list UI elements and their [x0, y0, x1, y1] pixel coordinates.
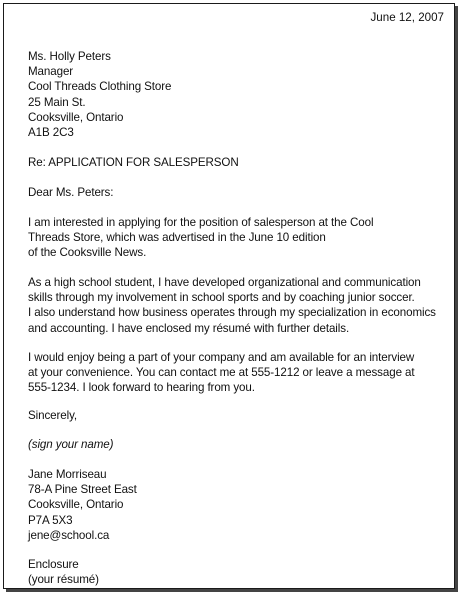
paragraph-line: skills through my involvement in school sports and by coaching junior soccer.	[28, 291, 415, 305]
subject-line	[28, 155, 239, 170]
recipient-company: Cool Threads Clothing Store	[28, 80, 172, 94]
signature-note	[28, 437, 113, 452]
letter-page	[3, 3, 455, 589]
salutation	[28, 185, 113, 200]
paragraph-line: As a high school student, I have developed organizational and communication	[28, 276, 421, 289]
sender-email: jene@school.ca	[28, 528, 110, 542]
recipient-address	[28, 49, 171, 140]
paragraph-3	[28, 350, 415, 396]
paragraph-line: I also understand how business operates through my specialization in economics	[28, 306, 436, 320]
recipient-title: Manager	[28, 65, 74, 79]
paragraph-line: of the Cooksville News.	[28, 246, 147, 260]
subject-text: Re: APPLICATION FOR SALESPERSON	[28, 156, 239, 169]
sender-address	[28, 467, 137, 543]
closing	[28, 408, 77, 423]
recipient-postal: A1B 2C3	[28, 126, 74, 140]
paragraph-line: 555-1234. I look forward to hearing from you.	[28, 381, 255, 395]
sender-street: 78-A Pine Street East	[28, 483, 137, 497]
enclosure-label: Enclosure	[28, 558, 79, 571]
sender-city: Cooksville, Ontario	[28, 498, 124, 512]
recipient-street: 25 Main St.	[28, 95, 86, 109]
enclosure	[28, 557, 99, 587]
enclosure-note: (your résumé)	[28, 573, 99, 587]
salutation-text: Dear Ms. Peters:	[28, 186, 114, 199]
paragraph-2	[28, 275, 436, 336]
closing-text: Sincerely,	[28, 409, 78, 422]
sender-name: Jane Morriseau	[28, 468, 107, 481]
paragraph-line: Threads Store, which was advertised in the June 10 edition	[28, 231, 326, 245]
recipient-city: Cooksville, Ontario	[28, 110, 124, 124]
letter-date: June 12, 2007	[370, 11, 444, 24]
sender-postal: P7A 5X3	[28, 513, 73, 527]
recipient-name: Ms. Holly Peters	[28, 50, 111, 63]
paragraph-line: and accounting. I have enclosed my résumé with further details.	[28, 321, 350, 335]
paragraph-1	[28, 215, 373, 261]
paragraph-line: I would enjoy being a part of your company and am available for an interview	[28, 351, 415, 364]
signature-note-text: (sign your name)	[28, 438, 114, 451]
paragraph-line: I am interested in applying for the position of salesperson at the Cool	[28, 216, 374, 229]
paragraph-line: at your convenience. You can contact me at 555-1212 or leave a message at	[28, 366, 415, 380]
